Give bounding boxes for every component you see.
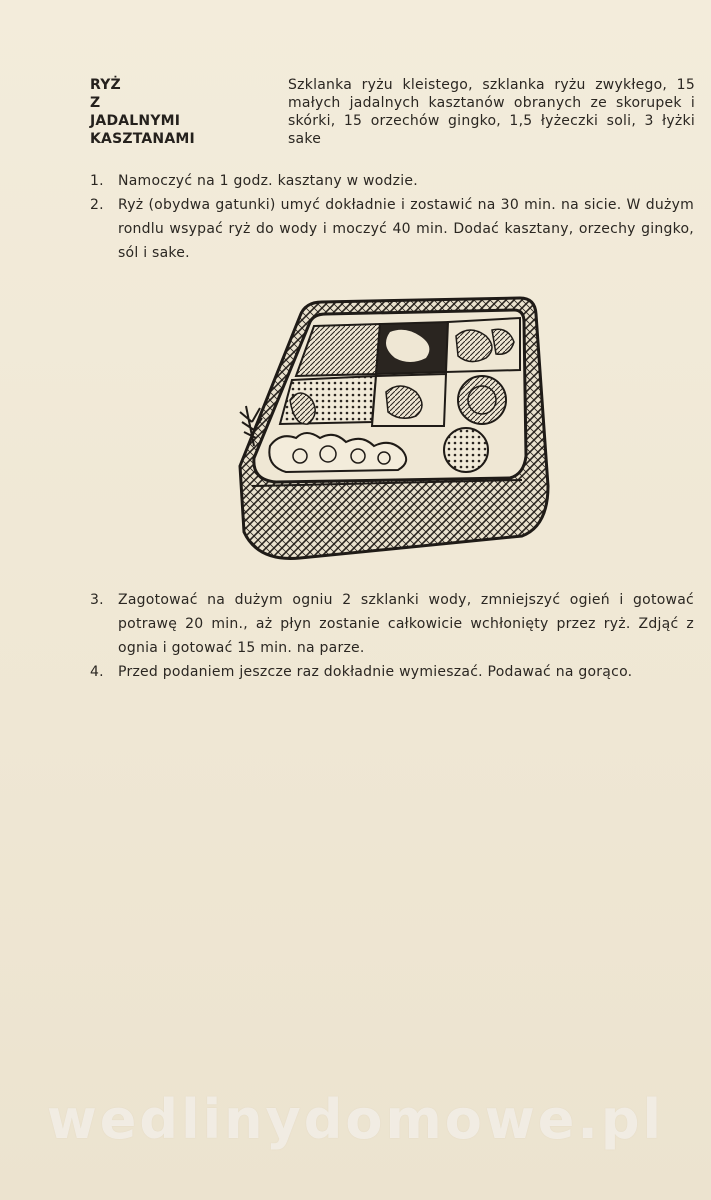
step-text: Namoczyć na 1 godz. kasztany w wodzie. bbox=[118, 173, 418, 189]
step-number: 3. bbox=[90, 592, 104, 608]
step-number: 4. bbox=[90, 664, 104, 680]
steps-list-first bbox=[90, 169, 694, 265]
step-text: Przed podaniem jeszcze raz dokładnie wymieszać. Podawać na gorąco. bbox=[118, 664, 633, 680]
step-number: 2. bbox=[90, 197, 104, 213]
step-item bbox=[90, 588, 694, 660]
steps-list-second bbox=[90, 588, 694, 684]
recipe-header bbox=[90, 76, 695, 148]
watermark: wedlinydomowe.pl bbox=[46, 1088, 665, 1151]
recipe-title bbox=[90, 76, 288, 148]
recipe-title-line: Z bbox=[90, 95, 101, 111]
recipe-title-line: KASZTANAMI bbox=[90, 131, 195, 147]
ingredients-text: Szklanka ryżu kleistego, szklanka ryżu zwykłego, 15 małych jadalnych kasztanów obranych ze skorupek i skórki, 15 orzechów gingko, 1,5 łyżeczki soli, 3 łyżki sake bbox=[288, 77, 695, 147]
recipe-title-line: RYŻ bbox=[90, 77, 121, 93]
step-item bbox=[90, 660, 694, 684]
recipe-title-line: JADALNYMI bbox=[90, 113, 181, 129]
step-text: Ryż (obydwa gatunki) umyć dokładnie i zostawić na 30 min. na sicie. W dużym rondlu wsypać ryż do wody i moczyć 40 min. Dodać kasztany, orzechy gingko, sól i sake. bbox=[118, 197, 694, 261]
bento-box-illustration bbox=[230, 296, 550, 566]
step-text: Zagotować na dużym ogniu 2 szklanki wody, zmniejszyć ogień i gotować potrawę 20 min., aż płyn zostanie całkowicie wchłonięty przez ryż. Zdjąć z ognia i gotować 15 min. na parze. bbox=[118, 592, 694, 656]
step-number: 1. bbox=[90, 173, 104, 189]
step-item bbox=[90, 193, 694, 265]
step-item bbox=[90, 169, 694, 193]
